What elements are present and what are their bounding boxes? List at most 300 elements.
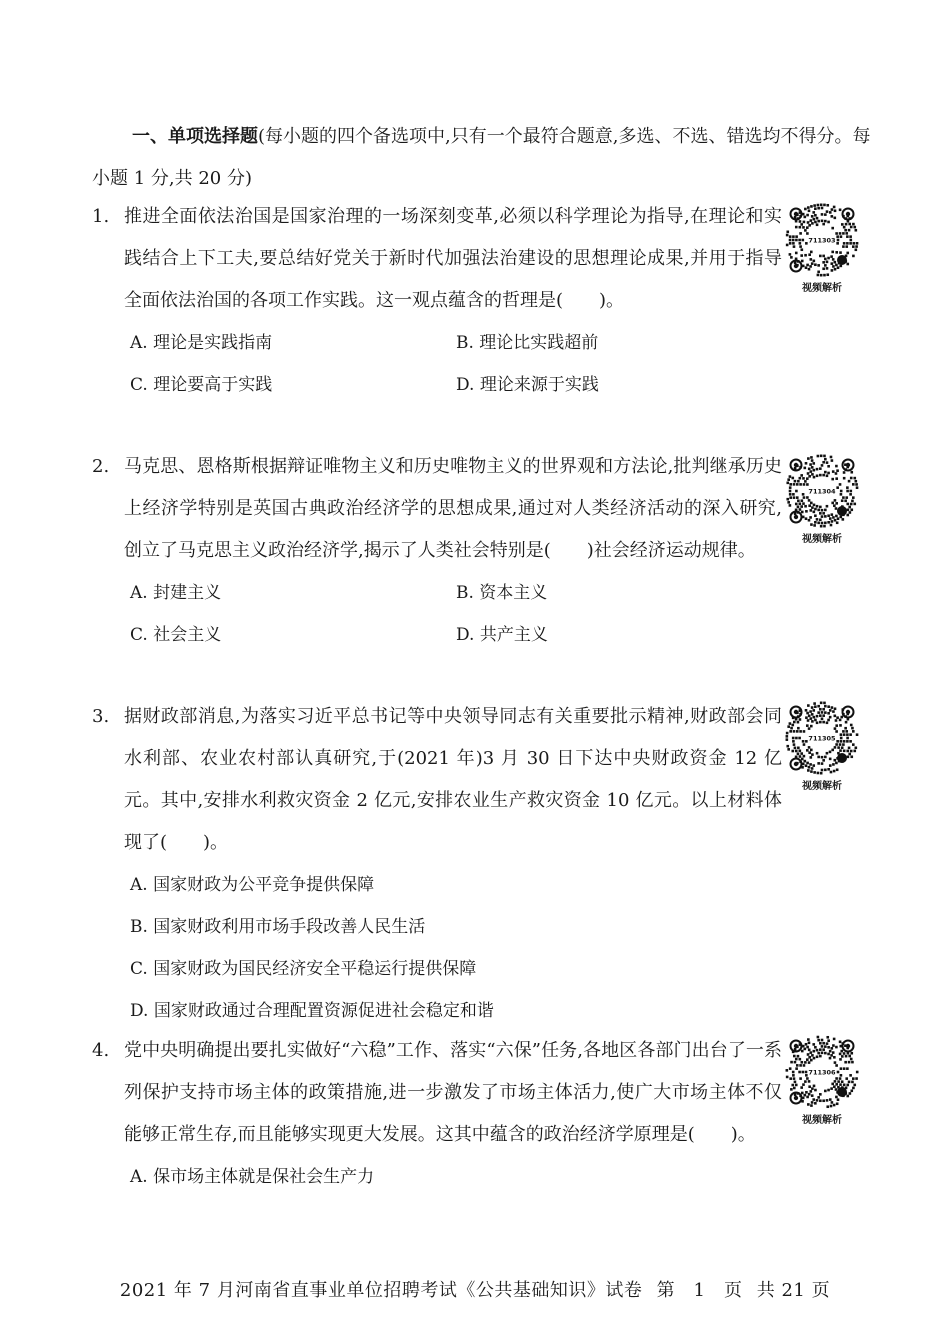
qr-module <box>808 1056 811 1059</box>
qr-module <box>841 223 844 226</box>
qr-module <box>835 724 838 727</box>
qr-module <box>831 251 834 254</box>
qr-module <box>826 1105 829 1108</box>
options <box>130 864 782 1032</box>
qr-module <box>810 717 813 720</box>
qr-module <box>812 1043 815 1046</box>
qr-module <box>797 480 800 483</box>
qr-module <box>823 525 826 528</box>
qr-module <box>810 502 813 505</box>
qr-module <box>822 759 825 762</box>
qr-module <box>846 733 849 736</box>
qr-module <box>827 712 830 715</box>
qr-module <box>846 490 849 493</box>
qr-module <box>835 251 838 254</box>
qr-module <box>786 738 789 741</box>
option-a[interactable]: A. 保市场主体就是保社会生产力 <box>130 1167 375 1187</box>
qr-module <box>808 1061 811 1064</box>
qr-module <box>819 1055 822 1058</box>
qr-module <box>814 263 817 266</box>
qr-module <box>846 486 849 489</box>
qr-module <box>819 1093 822 1096</box>
qr-module <box>824 522 827 525</box>
qr-module <box>810 1059 813 1062</box>
qr-module <box>805 740 808 743</box>
qr-module <box>831 262 834 265</box>
qr-module <box>804 208 807 211</box>
qr-module <box>840 1067 843 1070</box>
qr-module <box>798 737 801 740</box>
qr-module <box>820 274 823 277</box>
qr-module <box>849 235 852 238</box>
qr-module <box>848 1055 851 1058</box>
qr-module <box>846 503 849 506</box>
qr-module <box>821 509 824 512</box>
qr-module <box>801 1061 804 1064</box>
qr-module <box>827 221 830 224</box>
qr-module <box>831 459 834 462</box>
qr-module <box>799 483 802 486</box>
qr-module <box>787 725 790 728</box>
qr-module <box>797 1055 800 1058</box>
qr-module <box>813 771 816 774</box>
qr-module <box>792 1074 795 1077</box>
qr-module <box>827 472 830 475</box>
qr-module <box>843 740 846 743</box>
qr-module <box>824 1090 827 1093</box>
qr-module <box>816 1099 819 1102</box>
qr-module <box>813 1050 816 1053</box>
qr-module <box>805 716 808 719</box>
question-number: 4. <box>92 1040 110 1061</box>
qr-module <box>826 267 829 270</box>
qr-module <box>817 756 820 759</box>
qr-module <box>786 498 789 501</box>
qr-module <box>835 1083 838 1086</box>
option-c[interactable]: C. 社会主义 <box>130 625 222 645</box>
qr-module <box>816 752 819 755</box>
qr-module <box>843 733 846 736</box>
qr-module <box>829 716 832 719</box>
qr-module <box>791 477 794 480</box>
option-d[interactable]: D. 理论来源于实践 <box>456 375 599 395</box>
qr-module <box>791 724 794 727</box>
section-header <box>92 116 882 200</box>
qr-module <box>831 513 834 516</box>
qr-module <box>846 514 849 517</box>
qr-module <box>823 702 826 705</box>
qr-module <box>804 1048 807 1051</box>
qr-module <box>848 480 851 483</box>
qr-module <box>829 1057 832 1060</box>
qr-module <box>819 1042 822 1045</box>
qr-module <box>827 514 830 517</box>
question-stem: 推进全面依法治国是国家治理的一场深刻变革,必须以科学理论为指导,在理论和实践结合上下工夫,要总结好党关于新时代加强法治建设的思想理论成果,并用于指导全面依法治国的各项工作实践。这一观点蕴含的哲理是( )。 <box>124 206 782 311</box>
qr-code-1[interactable] <box>780 202 864 296</box>
qr-module <box>804 467 807 470</box>
qr-module <box>789 1077 792 1080</box>
qr-module <box>834 209 837 212</box>
qr-module <box>806 724 809 727</box>
qr-module <box>810 509 813 512</box>
qr-module <box>826 461 829 464</box>
qr-module <box>816 474 819 477</box>
qr-module <box>812 709 815 712</box>
qr-module <box>797 721 800 724</box>
qr-module <box>850 750 853 753</box>
qr-code-number: 711306 <box>808 1068 836 1077</box>
qr-module <box>801 758 804 761</box>
qr-module <box>827 1089 830 1092</box>
qr-module <box>839 1058 842 1061</box>
qr-module <box>816 518 819 521</box>
qr-module <box>856 733 859 736</box>
qr-module <box>832 763 835 766</box>
option-a[interactable]: A. 国家财政为公平竞争提供保障 <box>130 875 375 895</box>
qr-module <box>831 1083 834 1086</box>
qr-module <box>817 772 820 775</box>
qr-module <box>853 503 856 506</box>
qr-module <box>843 242 846 245</box>
qr-module <box>811 720 814 723</box>
qr-module <box>835 762 838 765</box>
qr-module <box>817 204 820 207</box>
option-d[interactable]: D. 共产主义 <box>456 625 548 645</box>
qr-module <box>799 508 802 511</box>
qr-module <box>848 747 851 750</box>
qr-module <box>814 221 817 224</box>
qr-module <box>806 1046 809 1049</box>
question-number: 2. <box>92 456 110 477</box>
qr-module <box>803 221 806 224</box>
qr-module <box>822 255 825 258</box>
qr-module <box>827 719 830 722</box>
qr-module <box>820 455 823 458</box>
qr-module <box>842 232 845 235</box>
option-d[interactable]: D. 国家财政通过合理配置资源促进社会稳定和谐 <box>130 1001 494 1021</box>
qr-module <box>851 500 854 503</box>
qr-module <box>822 461 825 464</box>
option-c[interactable]: C. 国家财政为国民经济安全平稳运行提供保障 <box>130 959 477 979</box>
qr-module <box>829 1098 832 1101</box>
qr-module <box>819 518 822 521</box>
qr-module <box>814 1046 817 1049</box>
qr-module <box>817 1036 820 1039</box>
qr-module <box>802 1083 805 1086</box>
qr-module <box>833 1056 836 1059</box>
qr-module <box>826 474 829 477</box>
qr-module <box>811 1087 814 1090</box>
qr-module <box>835 1064 838 1067</box>
qr-module <box>813 260 816 263</box>
option-c[interactable]: C. 理论要高于实践 <box>130 375 273 395</box>
qr-module <box>831 208 834 211</box>
qr-module <box>830 1054 833 1057</box>
qr-module <box>792 239 795 242</box>
qr-module <box>822 512 825 515</box>
qr-module <box>831 502 834 505</box>
qr-module <box>845 496 848 499</box>
qr-module <box>832 258 835 261</box>
qr-module <box>852 1077 855 1080</box>
qr-module <box>808 268 811 271</box>
qr-code-number: 711305 <box>808 734 836 743</box>
qr-module <box>836 740 839 743</box>
qr-module <box>849 511 852 514</box>
qr-module <box>849 740 852 743</box>
qr-module <box>835 477 838 480</box>
qr-module <box>850 1058 853 1061</box>
qr-module <box>800 505 803 508</box>
qr-module <box>836 469 839 472</box>
qr-module <box>803 743 806 746</box>
qr-module <box>831 520 834 523</box>
qr-module <box>830 524 833 527</box>
qr-module <box>806 749 809 752</box>
qr-module <box>824 258 827 261</box>
qr-module <box>808 1041 811 1044</box>
qr-module <box>799 750 802 753</box>
qr-module <box>804 1061 807 1064</box>
qr-module <box>804 480 807 483</box>
qr-module <box>814 719 817 722</box>
qr-module <box>846 235 849 238</box>
qr-module <box>799 245 802 248</box>
qr-module <box>831 269 834 272</box>
qr-module <box>789 490 792 493</box>
qr-module <box>824 705 827 708</box>
qr-module <box>810 456 813 459</box>
qr-module <box>850 1052 853 1055</box>
qr-finder-dot <box>846 212 850 216</box>
qr-code-icon <box>784 453 860 529</box>
section-instructions: (每小题的四个备选项中,只有一个最符合题意,多选、不选、错选均不得分。每小题 1 分,共 20 分) <box>92 126 871 189</box>
qr-module <box>807 1038 810 1041</box>
qr-module <box>808 1085 811 1088</box>
qr-code-3[interactable] <box>780 700 864 794</box>
qr-module <box>786 231 789 234</box>
option-a[interactable]: A. 理论是实践指南 <box>130 333 273 353</box>
qr-module <box>830 456 833 459</box>
qr-module <box>853 477 856 480</box>
qr-module <box>856 1071 859 1074</box>
qr-module <box>852 730 855 733</box>
qr-module <box>804 1080 807 1083</box>
qr-module <box>812 211 815 214</box>
qr-module <box>811 506 814 509</box>
qr-module <box>821 1039 824 1042</box>
qr-module <box>831 1101 834 1104</box>
qr-module <box>810 523 813 526</box>
question-3 <box>92 696 782 1032</box>
qr-module <box>848 1061 851 1064</box>
qr-module <box>819 474 822 477</box>
qr-module <box>843 226 846 229</box>
qr-module <box>850 477 853 480</box>
qr-module <box>848 223 851 226</box>
qr-module <box>827 1039 830 1042</box>
qr-module <box>786 1069 789 1072</box>
qr-module <box>826 273 829 276</box>
qr-module <box>795 1067 798 1070</box>
qr-module <box>855 746 858 749</box>
qr-module <box>852 245 855 248</box>
qr-module <box>805 462 808 465</box>
qr-module <box>804 229 807 232</box>
qr-module <box>799 755 802 758</box>
qr-module <box>800 223 803 226</box>
qr-module <box>807 1053 810 1056</box>
qr-module <box>835 719 838 722</box>
qr-module <box>822 261 825 264</box>
qr-module <box>845 1077 848 1080</box>
qr-module <box>844 727 847 730</box>
qr-finder-dot <box>794 463 798 467</box>
qr-code-4[interactable] <box>780 1034 864 1128</box>
qr-module <box>839 749 842 752</box>
qr-module <box>826 261 829 264</box>
qr-module <box>787 748 790 751</box>
qr-module <box>821 220 824 223</box>
qr-module <box>855 229 858 232</box>
qr-module <box>826 204 829 207</box>
qr-module <box>789 730 792 733</box>
qr-module <box>805 764 808 767</box>
qr-code-number: 711304 <box>808 487 836 496</box>
qr-module <box>805 510 808 513</box>
qr-module <box>808 1093 811 1096</box>
qr-module <box>793 730 796 733</box>
qr-module <box>797 506 800 509</box>
qr-module <box>826 752 829 755</box>
qr-module <box>817 522 820 525</box>
qr-module <box>808 751 811 754</box>
qr-finder-dot <box>794 212 798 216</box>
qr-module <box>807 472 810 475</box>
option-b[interactable]: B. 理论比实践超前 <box>456 333 599 353</box>
qr-module <box>804 1094 807 1097</box>
qr-module <box>824 458 827 461</box>
qr-module <box>832 1051 835 1054</box>
qr-module <box>806 232 809 235</box>
qr-module <box>837 746 840 749</box>
qr-module <box>849 493 852 496</box>
option-b[interactable]: B. 国家财政利用市场手段改善人民生活 <box>130 917 426 937</box>
qr-module <box>849 1092 852 1095</box>
qr-module <box>831 478 834 481</box>
qr-module <box>853 1084 856 1087</box>
qr-module <box>813 702 816 705</box>
qr-module <box>795 750 798 753</box>
qr-module <box>789 1067 792 1070</box>
qr-module <box>793 743 796 746</box>
qr-module <box>823 455 826 458</box>
qr-module <box>822 267 825 270</box>
qr-module <box>817 274 820 277</box>
qr-module <box>840 1050 843 1053</box>
qr-module <box>799 503 802 506</box>
qr-module <box>805 266 808 269</box>
qr-module <box>835 472 838 475</box>
option-b[interactable]: B. 资本主义 <box>456 583 548 603</box>
qr-module <box>805 1043 808 1046</box>
qr-module <box>795 226 798 229</box>
qr-module <box>851 1081 854 1084</box>
qr-module <box>827 768 830 771</box>
qr-module <box>845 721 848 724</box>
qr-module <box>829 709 832 712</box>
qr-logo <box>837 753 847 763</box>
qr-module <box>839 724 842 727</box>
qr-module <box>800 752 803 755</box>
qr-module <box>829 1050 832 1053</box>
qr-module <box>827 465 830 468</box>
qr-module <box>819 1048 822 1051</box>
qr-module <box>835 515 838 518</box>
qr-module <box>817 705 820 708</box>
qr-module <box>813 476 816 479</box>
qr-module <box>808 746 811 749</box>
qr-module <box>837 1098 840 1101</box>
qr-module <box>832 1044 835 1047</box>
qr-module <box>800 254 803 257</box>
qr-module <box>826 210 829 213</box>
qr-module <box>794 1048 797 1051</box>
qr-code-2[interactable] <box>780 453 864 547</box>
qr-module <box>799 1077 802 1080</box>
qr-module <box>799 1058 802 1061</box>
qr-module <box>811 1054 814 1057</box>
qr-module <box>793 1087 796 1090</box>
qr-module <box>802 239 805 242</box>
qr-module <box>813 469 816 472</box>
qr-module <box>824 1045 827 1048</box>
qr-code-icon <box>784 1034 860 1110</box>
qr-module <box>795 490 798 493</box>
qr-module <box>834 1061 837 1064</box>
qr-module <box>814 521 817 524</box>
qr-code-icon <box>784 202 860 278</box>
qr-module <box>807 1103 810 1106</box>
qr-module <box>810 1104 813 1107</box>
qr-module <box>832 265 835 268</box>
qr-label: 视频解析 <box>802 283 842 294</box>
qr-module <box>844 1061 847 1064</box>
qr-module <box>849 733 852 736</box>
qr-module <box>792 493 795 496</box>
qr-module <box>835 264 838 267</box>
qr-module <box>805 1071 808 1074</box>
option-a[interactable]: A. 封建主义 <box>130 583 222 603</box>
qr-module <box>804 505 807 508</box>
question-number: 3. <box>92 706 110 727</box>
qr-module <box>839 743 842 746</box>
qr-module <box>789 496 792 499</box>
qr-module <box>798 1071 801 1074</box>
qr-module <box>793 483 796 486</box>
qr-module <box>802 477 805 480</box>
qr-module <box>830 1087 833 1090</box>
qr-module <box>822 714 825 717</box>
options <box>130 572 782 656</box>
qr-module <box>811 215 814 218</box>
qr-module <box>810 749 813 752</box>
qr-module <box>806 483 809 486</box>
qr-module <box>834 746 837 749</box>
qr-module <box>839 232 842 235</box>
qr-module <box>794 1081 797 1084</box>
qr-module <box>836 242 839 245</box>
